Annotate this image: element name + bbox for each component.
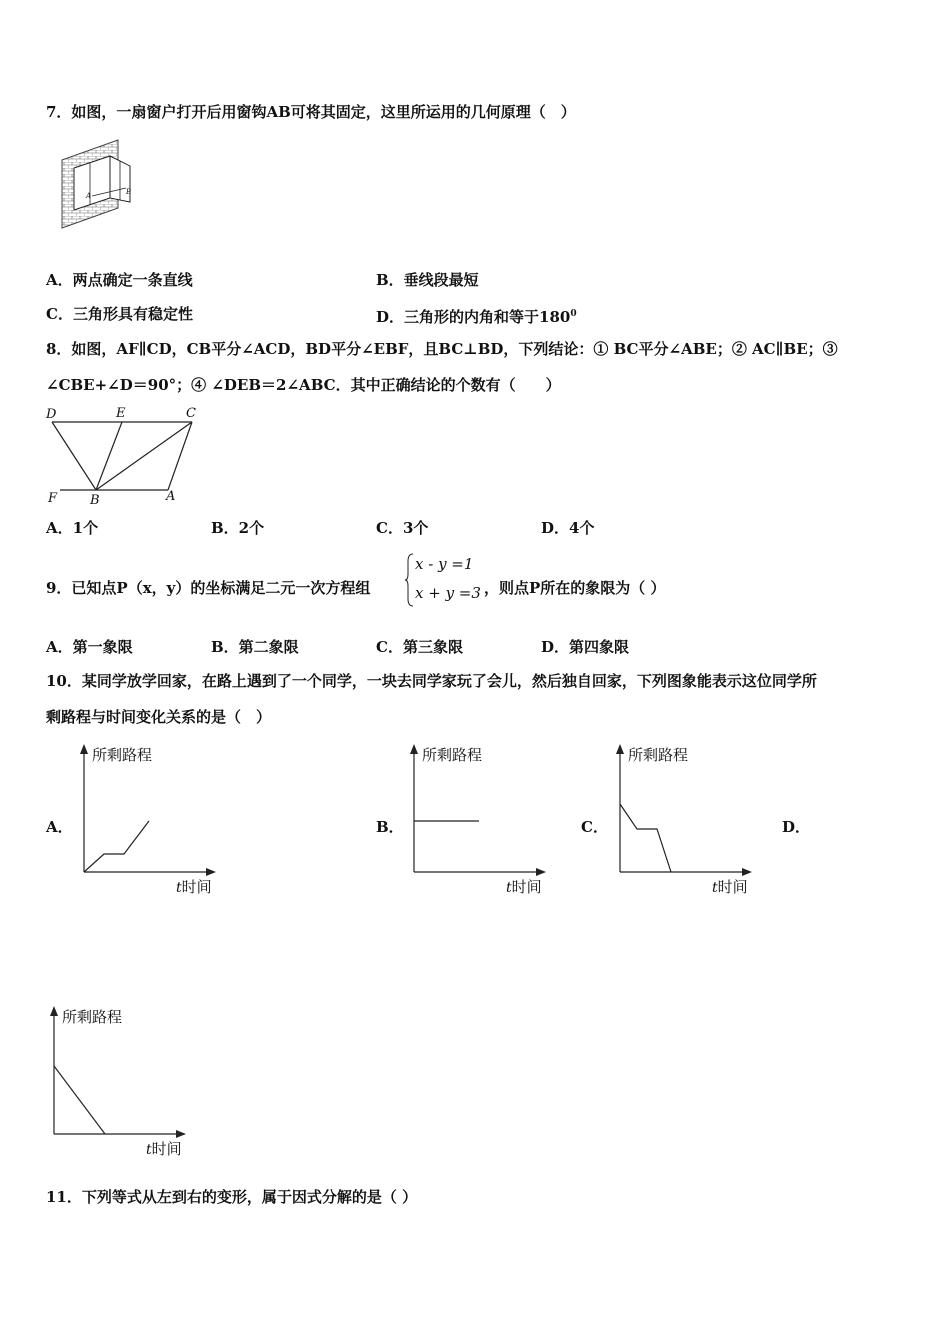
q10-graph-a[interactable] <box>70 740 230 900</box>
q8-label-C: C <box>186 406 196 421</box>
q9-stem-after: ，则点P所在的象限为（ ） <box>484 579 666 597</box>
q10-stem-line2: 剩路程与时间变化关系的是（ ） <box>46 708 272 726</box>
graph-x-text: 时间 <box>717 878 748 896</box>
q10-option-b[interactable]: B． <box>376 818 404 836</box>
q8-label-A: A <box>166 489 176 504</box>
q8-geometry-figure <box>44 402 204 506</box>
q7-label-B: B <box>126 188 132 196</box>
q10-graph-c[interactable] <box>606 740 766 900</box>
q9-option-b[interactable]: B．第二象限 <box>211 638 299 656</box>
q7-option-d-text: D．三角形的内角和等于180 <box>376 308 571 326</box>
q8-label-F: F <box>48 491 58 506</box>
q9-option-c[interactable]: C．第三象限 <box>376 638 463 656</box>
q9-brace <box>404 553 414 607</box>
q7-option-b[interactable]: B．垂线段最短 <box>376 271 479 289</box>
q8-option-d[interactable]: D．4个 <box>541 519 595 537</box>
q7-option-d[interactable] <box>376 304 577 327</box>
q10-stem-line1: 10．某同学放学回家，在路上遇到了一个同学，一块去同学家玩了会儿，然后独自回家，下列图象能表示这位同学所 <box>46 672 817 690</box>
graph-x-text: 时间 <box>511 878 542 896</box>
q9-equation-1: x - y =1 <box>415 555 474 573</box>
q9-option-a[interactable]: A．第一象限 <box>46 638 133 656</box>
graph-x-var: t <box>176 880 182 896</box>
q7-option-c[interactable]: C．三角形具有稳定性 <box>46 305 193 323</box>
q7-label-A: A <box>86 192 92 200</box>
graph-y-label: 所剩路程 <box>92 746 153 764</box>
graph-x-label <box>712 878 748 896</box>
graph-x-var: t <box>712 880 718 896</box>
q9-option-d[interactable]: D．第四象限 <box>541 638 630 656</box>
q10-graph-d[interactable] <box>40 1002 200 1162</box>
q10-option-c[interactable]: C． <box>581 818 608 836</box>
q8-option-c[interactable]: C．3个 <box>376 519 429 537</box>
q8-label-D: D <box>46 407 57 422</box>
q7-option-a[interactable]: A．两点确定一条直线 <box>46 271 193 289</box>
graph-y-label: 所剩路程 <box>422 746 483 764</box>
q8-option-a[interactable]: A．1个 <box>46 519 99 537</box>
q10-option-a[interactable]: A． <box>46 818 73 836</box>
graph-y-label: 所剩路程 <box>628 746 689 764</box>
graph-x-label <box>176 878 212 896</box>
graph-x-text: 时间 <box>181 878 212 896</box>
graph-line-a <box>84 821 149 872</box>
q9-equation-2: x + y =3 <box>415 584 481 602</box>
graph-x-text: 时间 <box>151 1140 182 1158</box>
q8-stem-line1: 8．如图，AF∥CD，CB平分∠ACD，BD平分∠EBF，且BC⊥BD，下列结论：① BC平分∠ABE；② AC∥BE；③ <box>46 340 838 358</box>
q7-window-figure <box>60 138 140 230</box>
q7-stem: 7．如图，一扇窗户打开后用窗钩AB可将其固定，这里所运用的几何原理（ ） <box>46 103 576 121</box>
graph-line-d <box>54 1066 105 1134</box>
graph-x-var: t <box>506 880 512 896</box>
graph-y-label: 所剩路程 <box>62 1008 123 1026</box>
q8-stem-line2: ∠CBE+∠D＝90°；④ ∠DEB＝2∠ABC．其中正确结论的个数有（ ） <box>46 376 561 394</box>
q8-label-B: B <box>90 493 100 508</box>
q11-stem: 11．下列等式从左到右的变形，属于因式分解的是（ ） <box>46 1188 418 1206</box>
q7-option-d-sup: 0 <box>570 309 577 319</box>
q9-stem-before: 9．已知点P（x，y）的坐标满足二元一次方程组 <box>46 579 371 597</box>
graph-line-c <box>620 804 671 872</box>
graph-x-var: t <box>146 1142 152 1158</box>
graph-x-label <box>146 1140 182 1158</box>
q10-option-d[interactable]: D． <box>782 818 811 836</box>
q10-graph-b[interactable] <box>400 740 560 900</box>
graph-x-label <box>506 878 542 896</box>
q8-option-b[interactable]: B．2个 <box>211 519 265 537</box>
q8-label-E: E <box>116 406 126 421</box>
